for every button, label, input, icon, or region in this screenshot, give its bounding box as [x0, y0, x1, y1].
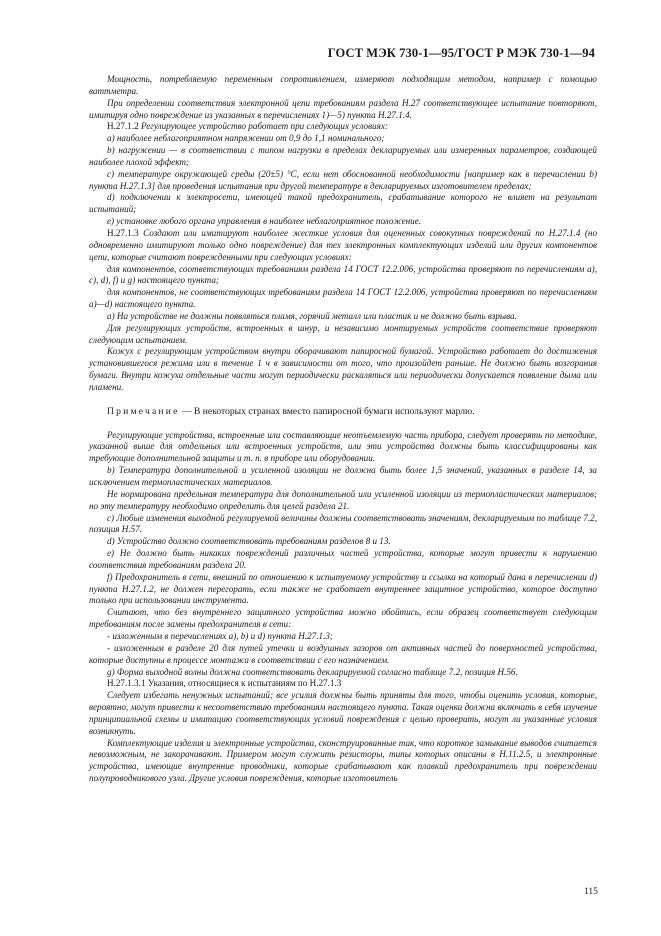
list-item: е) установке любого органа управления в наиболее неблагоприятное положение. — [107, 216, 422, 227]
paragraph: Комплектующие изделия и электронные устройства, сконструированные так, что короткое замыкание выводов считается невозможным, не закорачивают. Примером могут служить резисторы, типы которых описаны в Н.11.2.5, и электронные устройства, имеющие внутренние проводники, которые срабатывают как плавкий предохранитель при повреждении полупроводникового узла. Другие условия повреждения, которые изготовитель — [89, 737, 597, 784]
list-item: с) температуре окружающей среды (20±5) °С, если нет обоснованной необходимости [например как в перечислении b) пункта Н.27.1.3] для проведения испытания при другой температуре в декларируемых изготовителем пределах; — [89, 168, 597, 191]
paragraph: Следует избегать ненужных испытаний; все усилия должны быть приняты для того, чтобы оценить условия, которые, вероятно, могут привести к несоответствию требованиям настоящего пункта. Такая оценка должна включать в себя изучение принципиальной схемы и имитацию соответствующих условий повреждения с целью проверить, могут ли указанные условия возникнуть. — [89, 690, 597, 736]
list-item: g) Форма выходной волны должна соответствовать декларируемой согласно таблице 7.2, позиция Н.56. — [107, 666, 518, 677]
paragraph: Регулирующие устройства, встроенные или составляющие неотъемлемую часть прибора, следует проверять по методике, указанной выше для отдельных или встроенных устройств, или эти устройства должны быть классифицированы как требующие дополнительной защиты и т. п. в приборе или оборудовании. — [89, 429, 597, 464]
dash-item: - изложенным в перечислениях а), b) и d) пункта Н.27.1.3; — [107, 630, 333, 641]
dash-item: - изложенным в разделе 20 для путей утечки и воздушных зазоров от активных частей до поверхностей устройства, которые доступны в процессе монтажа в соответствии с его назначением. — [89, 642, 597, 665]
note — [89, 406, 597, 418]
clause-number: Н.27.1.3.1 — [107, 678, 146, 689]
list-item: d) подключении к электросети, имеющей такой предохранитель, срабатывание которого не влияет на результат испытаний; — [89, 192, 597, 215]
paragraph: Мощность, потребляемую переменным сопротивлением, измеряют подходящим методом, например с помощью ваттметра. — [89, 74, 597, 96]
paragraph: При определении соответствия электронной цепи требованиям раздела Н.27 соответствующее испытание повторяют, имитируя одно повреждение из указанных в перечислениях 1)—5) пункта Н.27.1.4. — [89, 97, 597, 120]
paragraph: для компонентов, не соответствующих требованиям раздела 14 ГОСТ 12.2.006, устройства проверяют по перечислениям а)—d) настоящего пункта. — [89, 287, 597, 310]
list-item: b) Температура дополнительной и усиленной изоляции не должна быть более 1,5 значений, указанных в разделе 14, за исключением термопластических материалов. — [89, 465, 597, 487]
clause-paragraph — [89, 121, 597, 133]
list-item: а) На устройстве не должны появляться пламя, горячий металл или пластик и не должно быть взрыва. — [107, 310, 517, 321]
list-item: а) наиболее неблагоприятном напряжении от 0,9 до 1,1 номинального; — [107, 133, 385, 144]
clause-number: Н.27.1.2 — [107, 121, 139, 132]
note-text: — В некоторых странах вместо папиросной бумаги используют марлю. — [179, 405, 475, 417]
list-item: f) Предохранитель в сети, внешний по отношению к испытуемому устройству и ссылка на который дана в перечислении d) пункта Н.27.1.2, не должен перегорать, если также не сработает внутреннее защитное устройство, которое доступно только при использовании инструмента. — [89, 571, 597, 606]
clause-paragraph — [89, 228, 597, 264]
list-item: b) нагружении — в соответствии с типом нагрузки в пределах декларируемых или измеренных параметров, создающей наиболее плохой эффект; — [89, 145, 597, 167]
document-body — [89, 74, 597, 785]
paragraph: Для регулирующих устройств, встроенных в шнур, и независимо монтируемых устройств соответствие проверяют следующим испытанием. — [89, 322, 597, 345]
clause-text: Регулирующее устройство работает при следующих условиях: — [140, 121, 388, 132]
paragraph: Кожух с регулирующим устройством внутри оборачивают папиросной бумагой. Устройство работает до достижения установившегося режима или в течение 1 ч в зависимости от того, что произойдет раньше. Не должно быть возгорания бумаги. Внутри кожуха отдельные части могут периодически раскаляться или периодически допускается появление дыма или пламени. — [89, 346, 597, 392]
clause-paragraph — [89, 678, 597, 690]
clause-number: Н.27.1.3 — [107, 227, 139, 238]
list-item: с) Любые изменения выходной регулируемой величины должны соответствовать значениям, декларируемым по таблице 7.2, позиция Н.57. — [89, 512, 597, 535]
paragraph: Считают, что без внутреннего защитного устройства можно обойтись, если образец соответствует следующим требованиям после замены предохранителя в сети: — [89, 607, 597, 630]
page-number: 115 — [584, 887, 598, 897]
note-label: Примечание — [107, 405, 180, 417]
paragraph: для компонентов, соответствующих требованиям раздела 14 ГОСТ 12.2.006, устройства проверяют по перечислениям а), с), d), f) и g) настоящего пункта; — [89, 263, 597, 286]
document-header: ГОСТ МЭК 730-1—95/ГОСТ Р МЭК 730-1—94 — [327, 46, 595, 60]
list-item: d) Устройство должно соответствовать требованиям разделов 8 и 13. — [107, 536, 391, 547]
list-item: е) Не должно быть никаких повреждений различных частей устройства, которые могут привести к нарушению соответствия требованиям раздела 20. — [89, 548, 597, 570]
clause-title: Указания, относящиеся к испытаниям по Н.27.1.3 — [147, 678, 342, 689]
paragraph: Не нормирована предельная температура для дополнительной или усиленной изоляции из термопластических материалов; но эту температуру необходимо определить для целей раздела 21. — [89, 488, 597, 511]
clause-text: Создают или имитируют наиболее жесткие условия для оцененных совокупных повреждений по Н.27.1.4 (но одновременно имитируют только одно повреждение) для тех электронных комплектующих изделий или других компонентов цепи, которые считают поврежденными при следующих условиях: — [89, 227, 598, 262]
